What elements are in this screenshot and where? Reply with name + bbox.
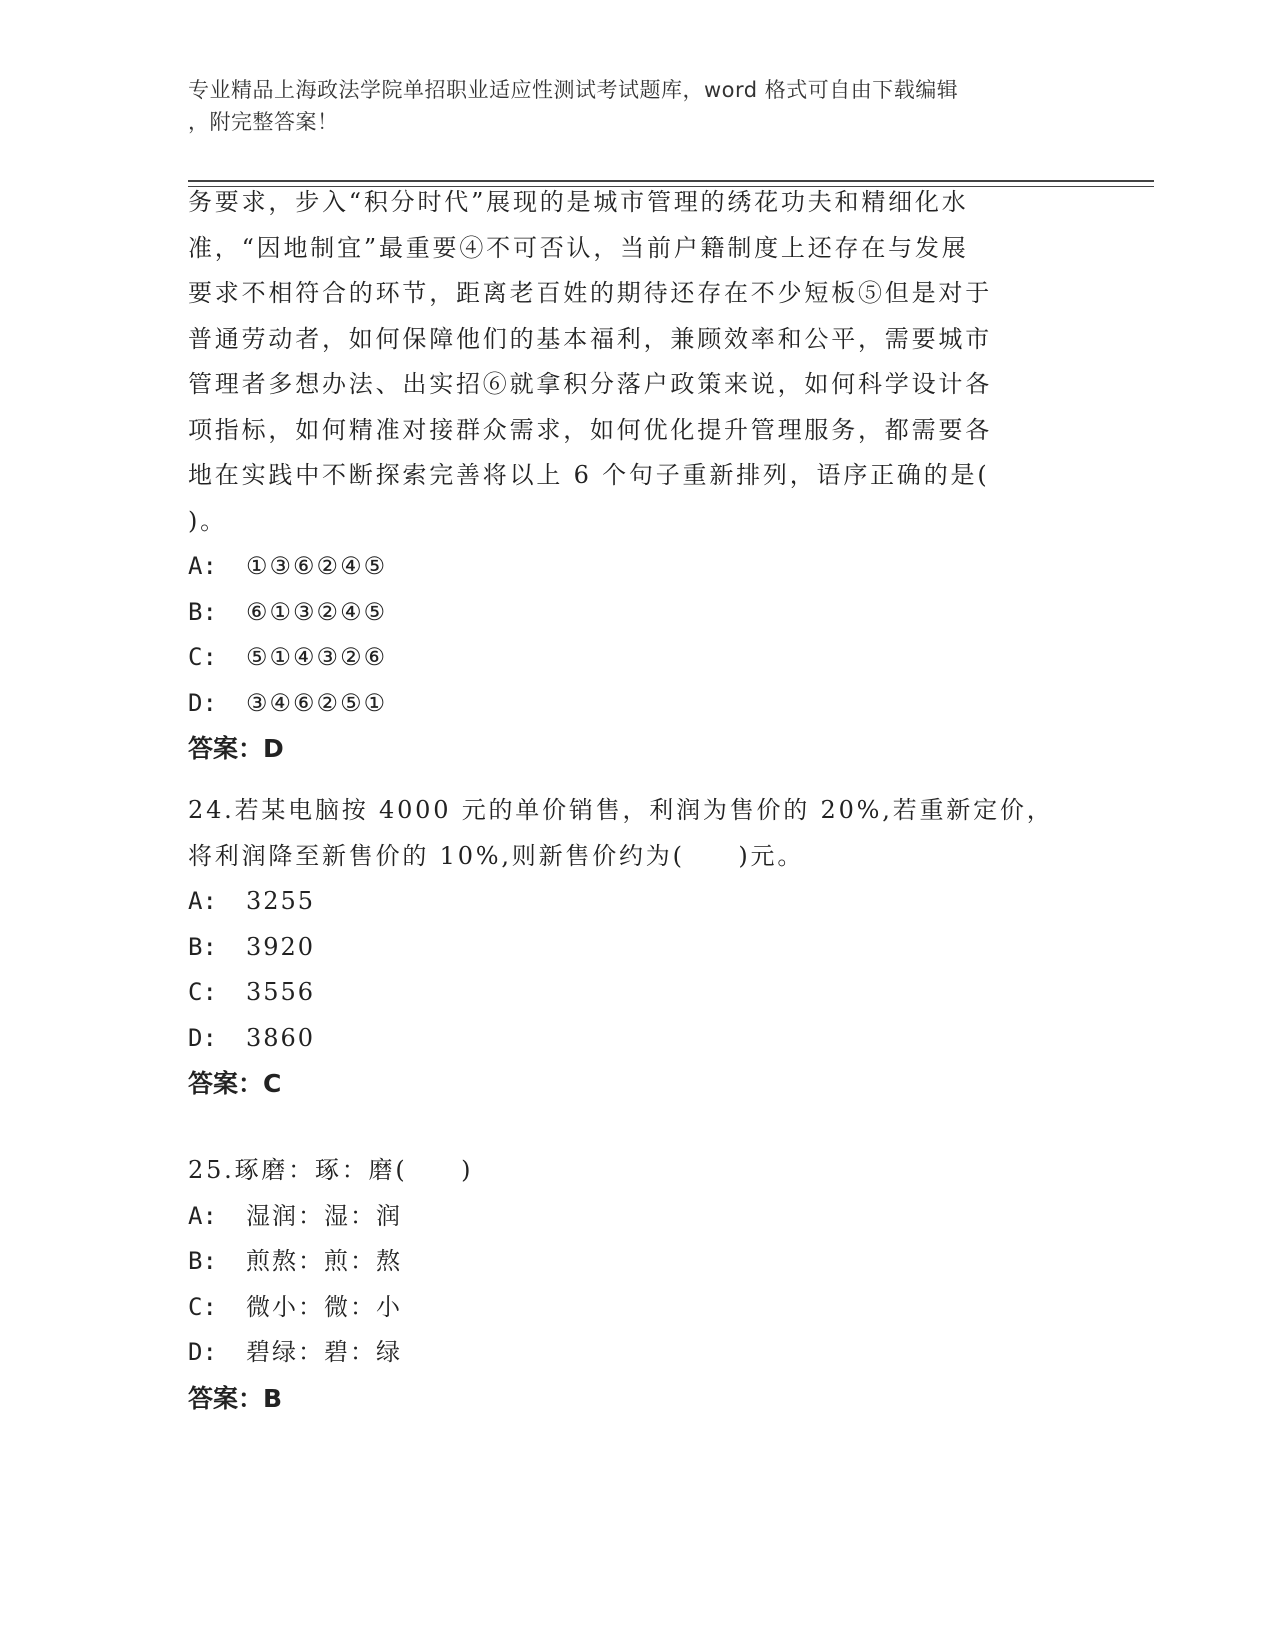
option-key: A: bbox=[188, 552, 217, 580]
option-d bbox=[188, 681, 1068, 727]
option-key: B: bbox=[188, 1247, 217, 1275]
header-line-1: 专业精品上海政法学院单招职业适应性测试考试题库，word 格式可自由下载编辑 bbox=[188, 78, 959, 102]
option-text: 微小：微：小 bbox=[246, 1292, 402, 1321]
answer-label: 答案：B bbox=[188, 1383, 283, 1413]
option-a bbox=[188, 544, 1068, 590]
option-text: 3556 bbox=[246, 978, 316, 1006]
option-key: C: bbox=[188, 978, 217, 1006]
option-text: ③④⑥②⑤① bbox=[246, 688, 388, 717]
option-key: D: bbox=[188, 688, 217, 717]
option-d bbox=[188, 1330, 1068, 1376]
document-header bbox=[188, 74, 1068, 138]
option-key: C: bbox=[188, 1292, 217, 1321]
header-line-2: ，附完整答案！ bbox=[188, 110, 339, 134]
option-key: A: bbox=[188, 887, 217, 915]
option-key: D: bbox=[188, 1338, 217, 1366]
question-text-line: )。 bbox=[188, 506, 227, 535]
option-c bbox=[188, 970, 1068, 1016]
option-text: 碧绿：碧：绿 bbox=[246, 1338, 402, 1366]
question-text-line: 普通劳动者，如何保障他们的基本福利，兼顾效率和公平，需要城市 bbox=[188, 324, 992, 353]
option-text: 3255 bbox=[246, 887, 316, 915]
option-key: D: bbox=[188, 1023, 217, 1052]
option-a bbox=[188, 879, 1068, 925]
question-text-line: 管理者多想办法、出实招⑥就拿积分落户政策来说，如何科学设计各 bbox=[188, 370, 992, 398]
option-text: 3860 bbox=[246, 1023, 316, 1052]
option-key: C: bbox=[188, 643, 217, 671]
option-text: 3920 bbox=[246, 932, 316, 961]
question-text-line: 准，“因地制宜”最重要④不可否认，当前户籍制度上还存在与发展 bbox=[188, 233, 969, 262]
question-text-line: 要求不相符合的环节，距离老百姓的期待还存在不少短板⑤但是对于 bbox=[188, 279, 992, 307]
option-text: ⑥①③②④⑤ bbox=[246, 597, 388, 626]
option-b bbox=[188, 1239, 1068, 1285]
option-text: 湿润：湿：润 bbox=[246, 1201, 402, 1230]
answer-label: 答案：D bbox=[188, 734, 284, 763]
option-text: ⑤①④③②⑥ bbox=[246, 643, 388, 671]
option-text: ①③⑥②④⑤ bbox=[246, 552, 388, 580]
question-text-line: 务要求，步入“积分时代”展现的是城市管理的绣花功夫和精细化水 bbox=[188, 188, 969, 216]
question-text-line: 24.若某电脑按 4000 元的单价销售，利润为售价的 20%,若重新定价， bbox=[188, 796, 1054, 824]
question-24 bbox=[188, 788, 1068, 1107]
question-25 bbox=[188, 1148, 1068, 1421]
option-b bbox=[188, 925, 1068, 971]
option-key: B: bbox=[188, 932, 217, 961]
question-text-line: 25.琢磨：琢：磨( ) bbox=[188, 1156, 474, 1184]
option-key: A: bbox=[188, 1201, 217, 1230]
option-text: 煎熬：煎：熬 bbox=[246, 1247, 402, 1275]
answer-label: 答案：C bbox=[188, 1069, 282, 1098]
option-c bbox=[188, 635, 1068, 681]
option-a bbox=[188, 1194, 1068, 1240]
question-text-line: 项指标，如何精准对接群众需求，如何优化提升管理服务，都需要各 bbox=[188, 415, 992, 444]
option-d bbox=[188, 1016, 1068, 1062]
option-b bbox=[188, 590, 1068, 636]
question-23 bbox=[188, 180, 1068, 772]
question-text-line: 地在实践中不断探索完善将以上 6 个句子重新排列，语序正确的是( bbox=[188, 461, 990, 489]
question-text-line: 将利润降至新售价的 10%,则新售价约为( )元。 bbox=[188, 841, 805, 870]
option-key: B: bbox=[188, 597, 217, 626]
option-c bbox=[188, 1285, 1068, 1331]
